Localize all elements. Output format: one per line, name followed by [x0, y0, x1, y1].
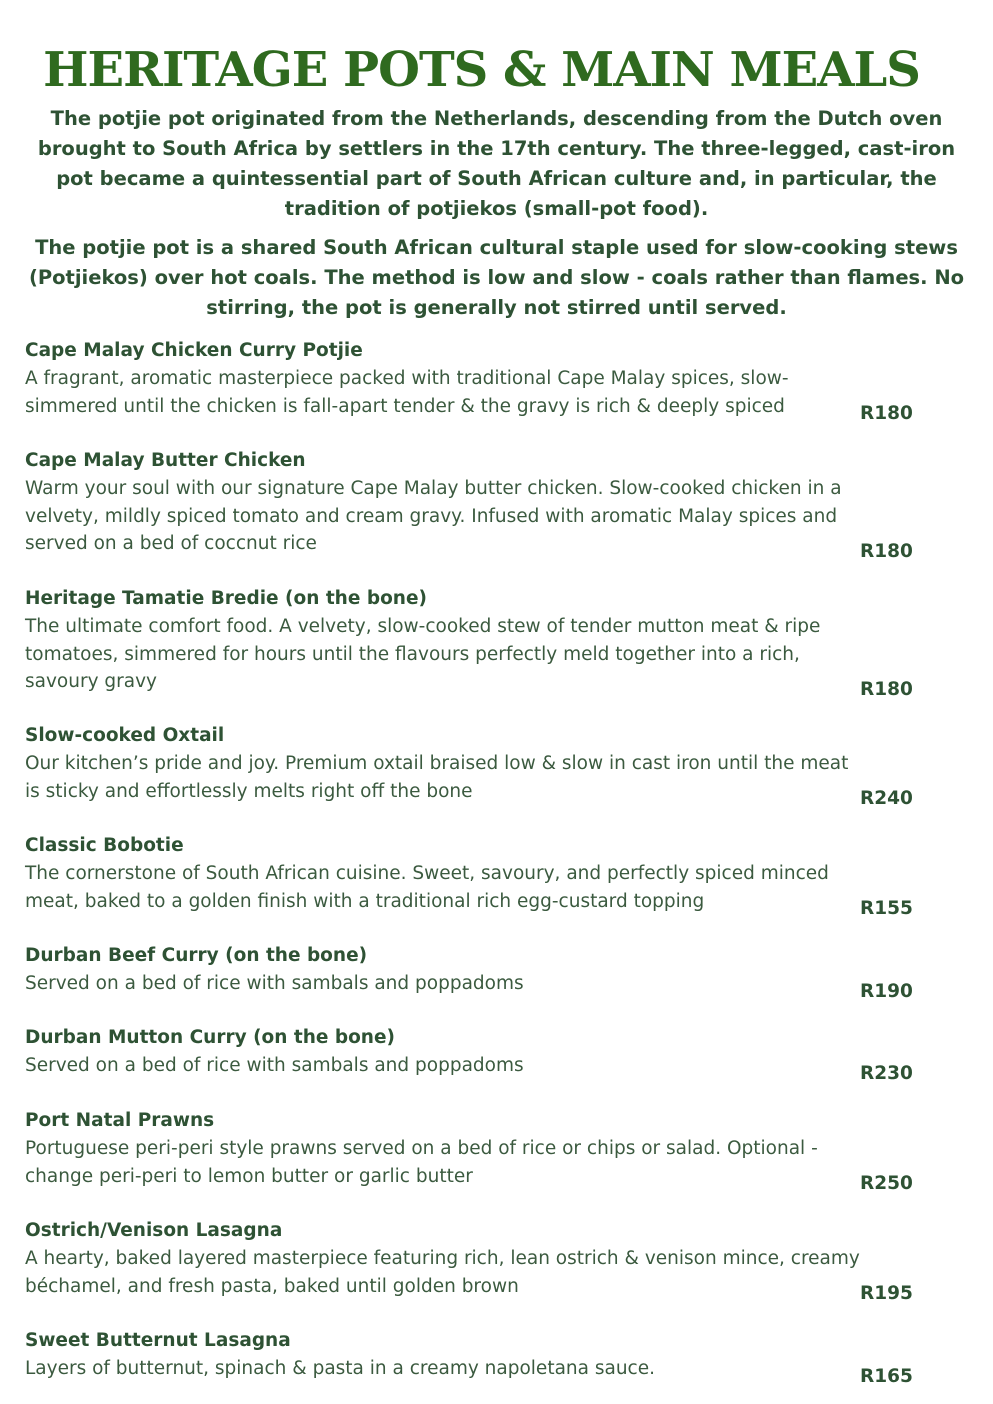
- item-description: A fragrant, aromatic masterpiece packed with traditional Cape Malay spices, slow-simmered until the chicken is fall-apart tender & the gravy is rich & deeply spiced: [25, 368, 789, 417]
- item-price: R180: [860, 540, 913, 562]
- item-name: Heritage Tamatie Bredie (on the bone): [25, 588, 427, 609]
- item-description: Portuguese peri-peri style prawns served on a bed of rice or chips or salad. Optional - change peri-peri to lemon butter or garlic butter: [25, 1138, 818, 1187]
- item-name: Sweet Butternut Lasagna: [25, 1330, 291, 1351]
- item-description: Our kitchen’s pride and joy. Premium oxtail braised low & slow in cast iron until the meat is sticky and effortlessly melts right off the bone: [25, 753, 849, 802]
- item-price: R165: [860, 1365, 913, 1387]
- item-name: Classic Bobotie: [25, 835, 184, 856]
- item-price: R155: [860, 898, 913, 919]
- item-name: Cape Malay Butter Chicken: [25, 450, 306, 471]
- menu-item-bobotie: [25, 832, 955, 919]
- item-price: R230: [860, 1062, 913, 1084]
- item-name: Cape Malay Chicken Curry Potjie: [25, 340, 363, 361]
- item-name: Slow-cooked Oxtail: [25, 725, 225, 746]
- page-title: HERITAGE POTS & MAIN MEALS: [43, 42, 920, 98]
- item-description: Served on a bed of rice with sambals and poppadoms: [25, 1055, 524, 1076]
- menu-item-venison-lasagna: [25, 1217, 955, 1304]
- intro-paragraph-method: The potjie pot is a shared South African cultural staple used for slow-cooking stews (Potjiekos) over hot coals. The method is low and slow - coals rather than flames. No stirring, the pot is generally not stirred until served.: [28, 236, 965, 319]
- item-description: The ultimate comfort food. A velvety, slow-cooked stew of tender mutton meat & ripe tomatoes, simmered for hours until the flavours perfectly meld together into a rich, savoury gravy: [25, 616, 821, 692]
- item-price: R180: [860, 403, 913, 424]
- item-description: The cornerstone of South African cuisine. Sweet, savoury, and perfectly spiced minced meat, baked to a golden finish with a traditional rich egg-custard topping: [25, 863, 829, 912]
- menu-item-oxtail: [25, 722, 955, 809]
- item-price: R250: [860, 1173, 913, 1194]
- item-description: Served on a bed of rice with sambals and poppadoms: [25, 973, 524, 994]
- menu-item-prawns: [25, 1107, 955, 1194]
- item-price: R195: [860, 1283, 913, 1304]
- intro-paragraph-origin: The potjie pot originated from the Netherlands, descending from the Dutch oven brought to South Africa by settlers in the 17th century. The three-legged, cast-iron pot became a quintessential part of South African culture and, in particular, the tradition of potjiekos (small-pot food).: [37, 107, 956, 220]
- item-description: Layers of butternut, spinach & pasta in a creamy napoletana sauce.: [25, 1358, 655, 1379]
- item-description: Warm your soul with our signature Cape Malay butter chicken. Slow-cooked chicken in a velvety, mildly spiced tomato and cream gravy. Infused with aromatic Malay spices and served on a bed of coccnut rice: [25, 478, 842, 554]
- item-price: R190: [860, 980, 913, 1002]
- menu-item-beef-curry: [25, 942, 955, 1002]
- item-price: R240: [860, 788, 913, 809]
- item-price: R180: [860, 678, 913, 700]
- menu-item-butter-chicken: [25, 447, 955, 562]
- item-name: Durban Beef Curry (on the bone): [25, 945, 368, 966]
- menu-item-mutton-curry: [25, 1024, 955, 1084]
- item-name: Ostrich/Venison Lasagna: [25, 1220, 283, 1241]
- item-name: Port Natal Prawns: [25, 1110, 215, 1131]
- menu-item-chicken-curry-potjie: [25, 337, 955, 424]
- item-description: A hearty, baked layered masterpiece featuring rich, lean ostrich & venison mince, creamy béchamel, and fresh pasta, baked until golden brown: [25, 1248, 860, 1297]
- item-name: Durban Mutton Curry (on the bone): [25, 1027, 395, 1048]
- menu-item-tamatie-bredie: [25, 585, 955, 700]
- menu-item-butternut-lasagna: [25, 1327, 955, 1387]
